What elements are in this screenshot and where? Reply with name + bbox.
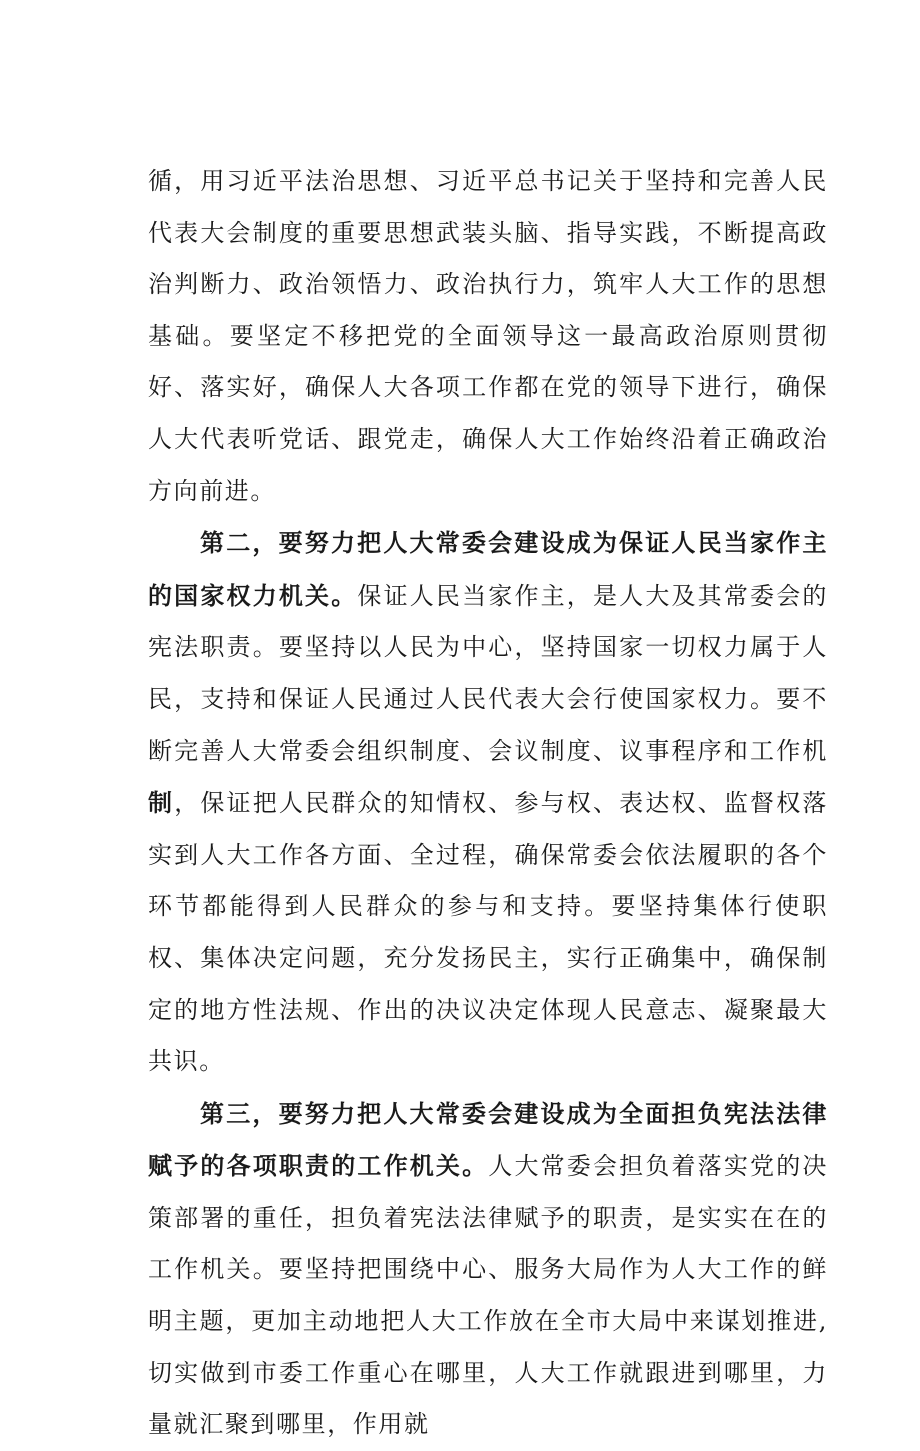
document-page <box>148 156 828 1451</box>
paragraph-continuation <box>148 156 828 517</box>
paragraph-3-heading: 第三，要努力把人大常委会建设成为全面担负宪法法律赋予的各项职责的工作机关。 <box>148 1098 828 1181</box>
paragraph-2-text-after: ，保证把人民群众的知情权、参与权、表达权、监督权落实到人大工作各方面、全过程，确保常委会依法履职的各个环节都能得到人民群众的参与和支持。要坚持集体行使职权、集体决定问题，充分发扬民主，实行正确集中，确保制定的地方性法规、作出的决议决定体现人民意志、凝聚最大共识。 <box>148 789 829 1076</box>
paragraph-second-point <box>148 517 828 1088</box>
paragraph-2-heading: 第二，要努力把人大常委会建设成为保证人民当家作主的国家权力机关。 <box>148 528 828 610</box>
paragraph-1-text: 循，用习近平法治思想、习近平总书记关于坚持和完善人民代表大会制度的重要思想武装头脑、指导实践，不断提高政治判断力、政治领悟力、政治执行力，筑牢人大工作的思想基础。要坚定不移把党的全面领导这一最高政治原则贯彻好、落实好，确保人大各项工作都在党的领导下进行，确保人大代表听党话、跟党走，确保人大工作始终沿着正确政治方向前进。 <box>148 167 828 505</box>
paragraph-2-emphasis: 制 <box>148 788 175 818</box>
paragraph-3-text: 人大常委会担负着落实党的决策部署的重任，担负着宪法法律赋予的职责，是实实在在的工作机关。要坚持把围绕中心、服务大局作为人大工作的鲜明主题，更加主动地把人大工作放在全市大局中来谋划推进,切实做到市委工作重心在哪里，人大工作就跟进到哪里，力量就汇聚到哪里，作用就 <box>148 1152 828 1439</box>
paragraph-2-text: 保证人民当家作主，是人大及其常委会的宪法职责。要坚持以人民为中心，坚持国家一切权力属于人民，支持和保证人民通过人民代表大会行使国家权力。要不断完善人大常委会组织制度、会议制度、议事程序和工作机 <box>148 581 828 765</box>
paragraph-third-point <box>148 1088 828 1451</box>
